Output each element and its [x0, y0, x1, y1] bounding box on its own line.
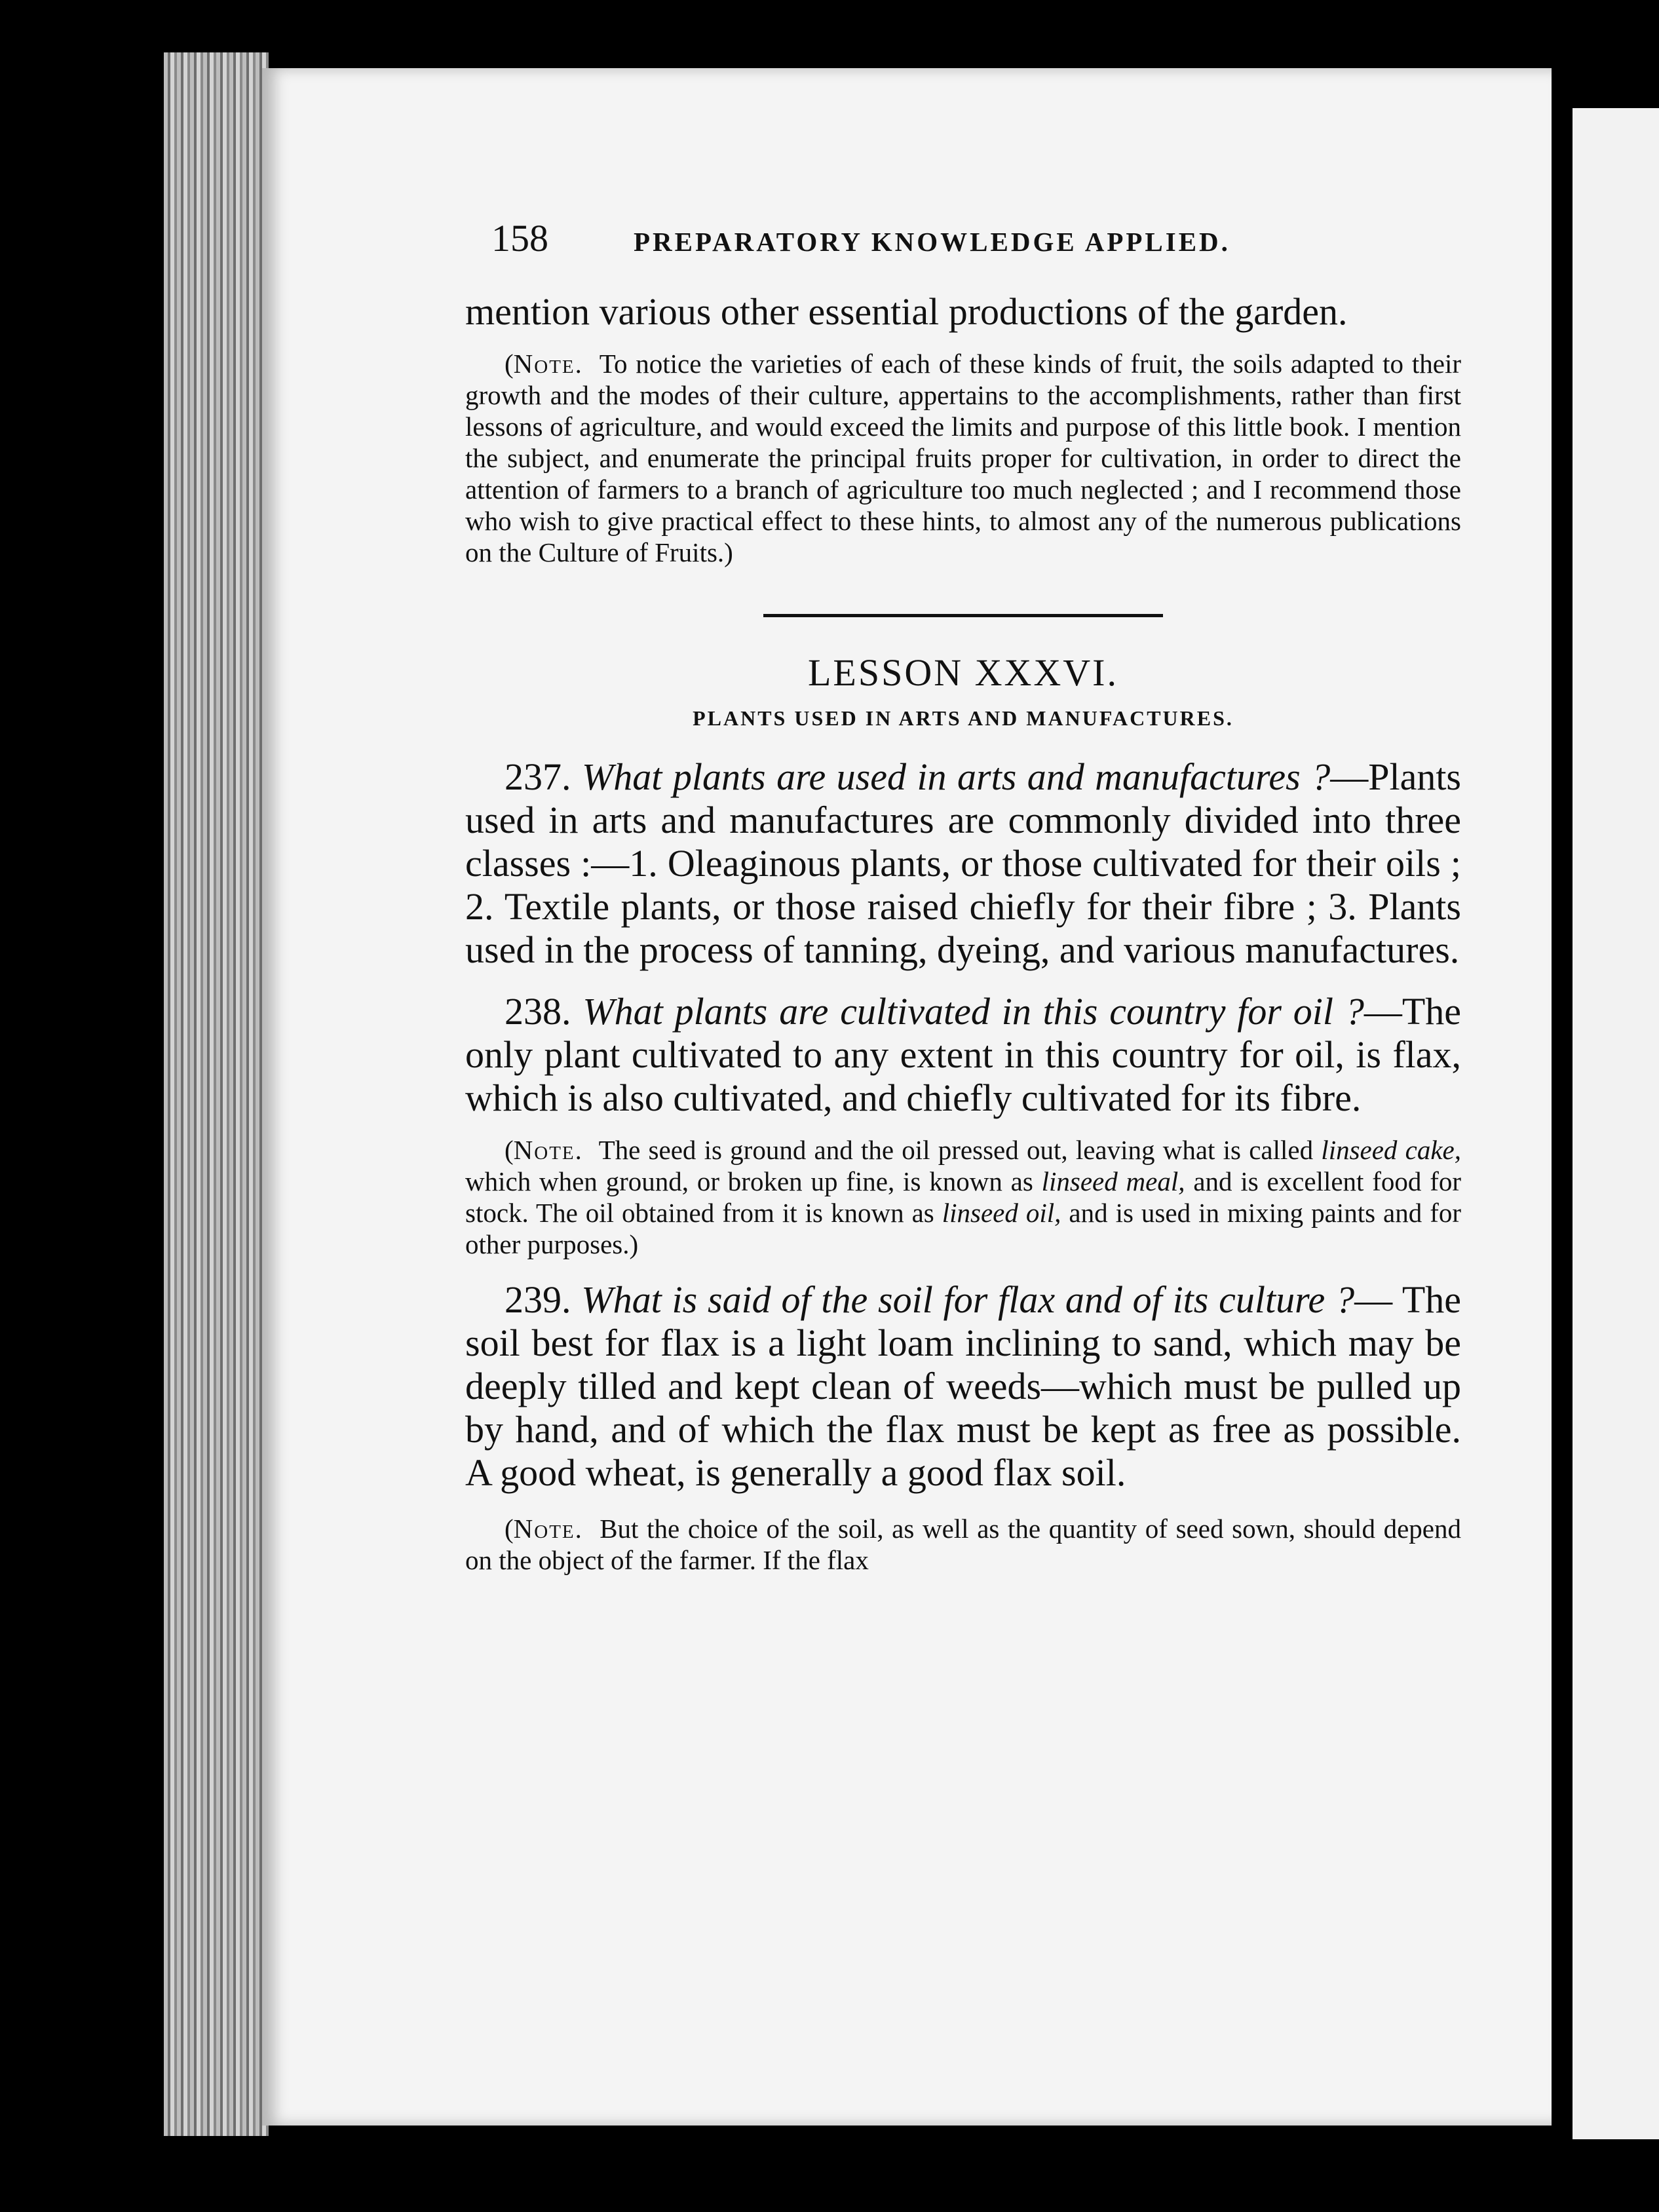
running-title: PREPARATORY KNOWLEDGE APPLIED. [634, 227, 1230, 257]
question-237 [465, 755, 1461, 972]
note-fruits: (Note. To notice the varieties of each of these kinds of fruit, the soils adapted to their growth and the modes of their culture, appertains to the accomplishments, rather than first lessons of agriculture, and would exceed the limits and purpose of this little book. I mention the subject, and enumerate the principal fruits proper for cultivation, in order to direct the attention of farmers to a branch of agriculture too much neglected ; and I recommend those who wish to give practical effect to these hints, to almost any of the numerous publications on the Culture of Fruits.) [465, 349, 1461, 567]
term-linseed-oil: linseed oil, [942, 1198, 1061, 1228]
question-text: What plants are cultivated in this country for oil ? [582, 990, 1364, 1033]
note-text: But the choice of the soil, as well as the quantity of seed sown, should depend on the object of the farmer. If the flax [465, 1514, 1461, 1575]
question-text: What plants are used in arts and manufactures ? [581, 755, 1331, 798]
facing-page-edge [1573, 108, 1659, 2139]
divider-line [763, 614, 1163, 617]
page-number: 158 [491, 217, 548, 259]
question-number: 238. [505, 990, 571, 1033]
note-text: To notice the varieties of each of these kinds of fruit, the soils adapted to their growth and the modes of their culture, appertains to the accomplishments, rather than first lessons of agriculture, and would exceed the limits and purpose of this little book. I mention the subject, and enumerate the principal fruits proper for cultivation, in order to direct the attention of farmers to a branch of agriculture too much neglected ; and I recommend those who wish to give practical effect to these hints, to almost any of the numerous publications on the Culture of Fruits.) [465, 349, 1461, 567]
lesson-title: LESSON XXXVI. [808, 651, 1118, 694]
page-edges [164, 52, 269, 2136]
note-text: and is excellent food for stock. The oil obtained from it is known as [465, 1166, 1462, 1228]
note-label: Note. [513, 1514, 583, 1544]
section-rule [465, 609, 1461, 620]
running-head [465, 216, 1461, 260]
question-text: What is said of the soil for flax and of its culture ? [581, 1278, 1355, 1321]
question-239 [465, 1278, 1461, 1495]
question-number: 239. [505, 1278, 571, 1321]
note-soil-choice: (Note. But the choice of the soil, as well as the quantity of seed sown, should depend on the object of the farmer. If the flax [465, 1514, 1461, 1575]
answer-text: —Plants used in arts and manufactures are commonly divided into three classes :—1. Oleaginous plants, or those cultivated for their oils ; 2. Textile plants, or those raised chiefly for their fibre ; 3. Plants used in the process of tanning, dyeing, and various manufactures. [465, 755, 1462, 971]
term-linseed-cake: linseed cake, [1321, 1135, 1461, 1165]
note-linseed: (Note. The seed is ground and the oil pressed out, leaving what is called linseed cake, which when ground, or broken up fine, is known as linseed meal, and is excellent food for stock. The oil obtained from it is known as linseed oil, and is used in mixing paints and for other purposes.) [465, 1135, 1462, 1259]
note-label: Note. [513, 1135, 583, 1165]
term-linseed-meal: linseed meal, [1041, 1166, 1185, 1196]
page-content [465, 216, 1461, 1576]
answer-text: — The soil best for flax is a light loam inclining to sand, which may be deeply tilled and kept clean of weeds—which must be pulled up by hand, and of which the flax must be kept as free as possible. A good wheat, is generally a good flax soil. [465, 1278, 1462, 1494]
note-label: Note. [513, 349, 583, 379]
note-text: and is used in mixing paints and for other purposes.) [465, 1198, 1462, 1259]
lesson-subtitle: PLANTS USED IN ARTS AND MANUFACTURES. [693, 706, 1234, 730]
question-number: 237. [505, 755, 571, 798]
note-text: The seed is ground and the oil pressed out, leaving what is called [598, 1135, 1314, 1165]
question-238 [465, 990, 1461, 1120]
note-text: which when ground, or broken up fine, is known as [465, 1166, 1033, 1196]
intro-paragraph: mention various other essential productions of the garden. [465, 290, 1348, 333]
answer-text: —The only plant cultivated to any extent in this country for oil, is flax, which is also cultivated, and chiefly cultivated for its fibre. [465, 990, 1462, 1119]
